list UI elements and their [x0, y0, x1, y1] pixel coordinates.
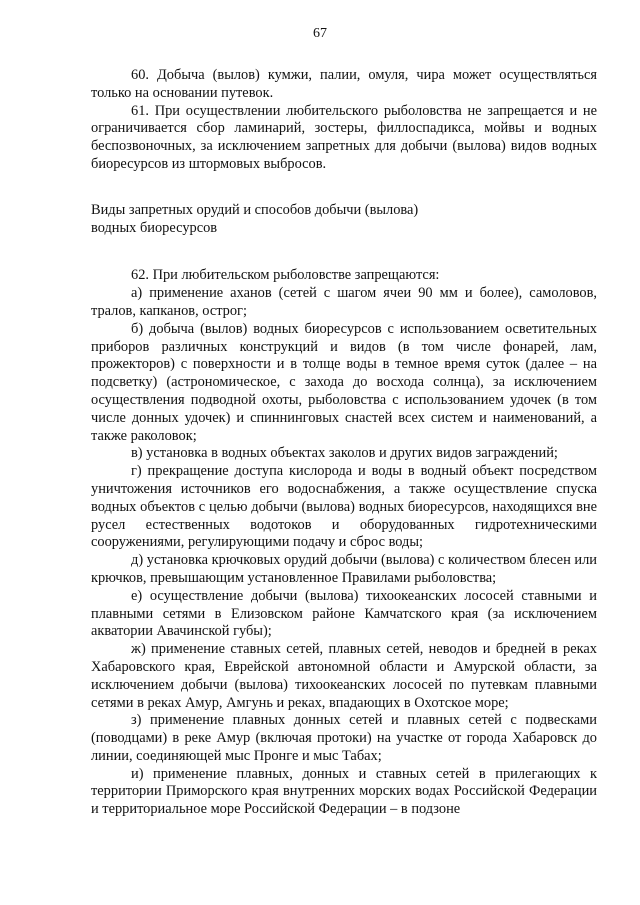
- item-zh: ж) применение ставных сетей, плавных сетей, неводов и бредней в реках Хабаровского края, Еврейской автономной области и Амурской области, за исключением добычи (вылова) тихоокеанских лососей по путевкам плавными сетями в реках Амур, Амгунь и реках, впадающих в Охотское море;: [91, 641, 597, 711]
- item-b: б) добыча (вылов) водных биоресурсов с использованием осветительных приборов различных конструкций и видов (в том числе фонарей, лам, прожекторов) с поверхности и в толще воды в темное время суток (далее – на подсветку) (астрономическое, с захода до восхода солнца), за исключением осуществления подводной охоты, рыболовства с использованием удочек (в том числе донных удочек) и спиннинговых снастей всех систем и наименований, а также раколовок;: [91, 320, 597, 444]
- section-heading-line-1: Виды запретных орудий и способов добычи (вылова): [91, 201, 419, 218]
- spacer: [91, 174, 597, 202]
- page-number: 67: [313, 26, 327, 41]
- item-a: а) применение аханов (сетей с шагом ячеи 90 мм и более), самоловов, тралов, капканов, острог;: [91, 285, 597, 319]
- paragraph-60: 60. Добыча (вылов) кумжи, палии, омуля, чира может осуществляться только на основании путевок.: [91, 67, 597, 101]
- item-i: и) применение плавных, донных и ставных сетей в прилегающих к территории Приморского края внутренних морских водах Российской Федерации и территориальное море Российской Федерации – в подзоне: [91, 765, 597, 818]
- paragraph-62: 62. При любительском рыболовстве запрещаются:: [131, 267, 440, 284]
- item-v: в) установка в водных объектах заколов и других видов заграждений;: [131, 445, 558, 462]
- item-d: д) установка крючковых орудий добычи (вылова) с количеством блесен или крючков, превышающим установленное Правилами рыболовства;: [91, 552, 597, 586]
- paragraph-61: 61. При осуществлении любительского рыболовства не запрещается и не ограничивается сбор ламинарий, зостеры, филлоспадикса, мойвы и водных беспозвоночных, за исключением запретных для добычи (вылова) видов водных биоресурсов из штормовых выбросов.: [91, 102, 597, 172]
- document-body: [91, 67, 597, 819]
- item-g: г) прекращение доступа кислорода и воды в водный объект посредством уничтожения источников его водоснабжения, а также осуществление спуска водных объектов с целью добычи (вылова) водных биоресурсов, находящихся вне русел естественных водотоков и оборудованных гидротехническими сооружениями, регулирующими подачу и сброс воды;: [91, 463, 597, 551]
- spacer: [91, 237, 597, 267]
- section-heading-line-2: водных биоресурсов: [91, 219, 218, 236]
- item-z: з) применение плавных донных сетей и плавных сетей с подвесками (поводцами) в реке Амур (включая протоки) на участке от города Хабаровск до линии, соединяющей мыс Пронге и мыс Табах;: [91, 712, 597, 764]
- item-e: е) осуществление добычи (вылова) тихоокеанских лососей ставными и плавными сетями в Елизовском районе Камчатского края (за исключением акватории Авачинской губы);: [91, 587, 597, 640]
